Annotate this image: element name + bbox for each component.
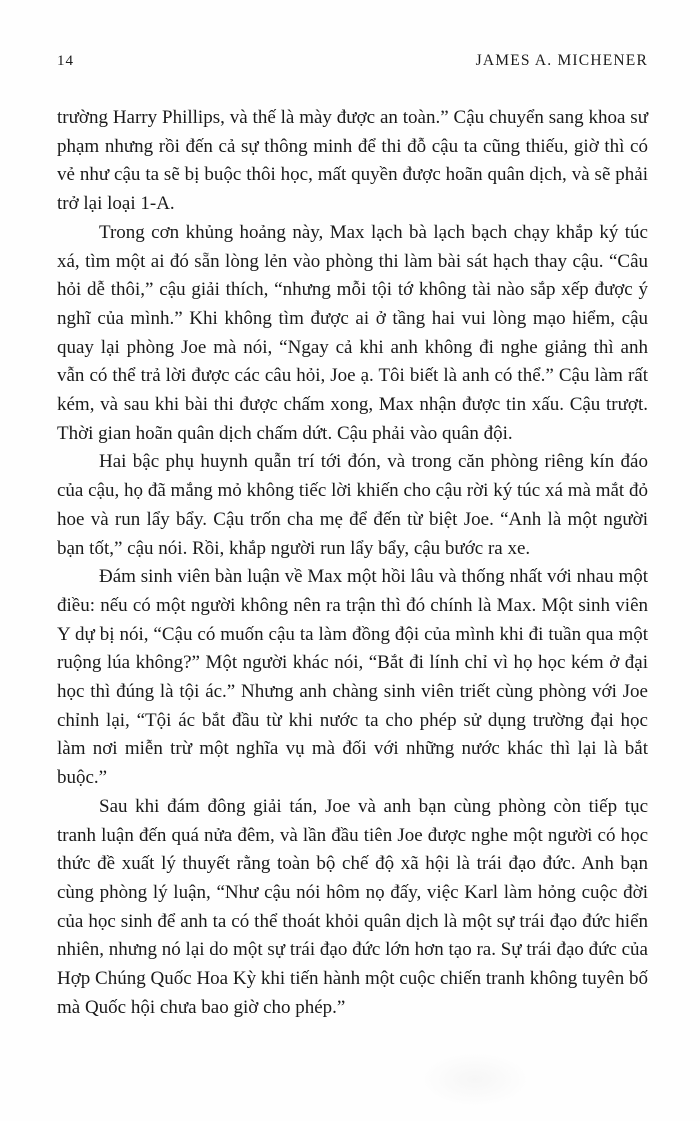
paragraph: Sau khi đám đông giải tán, Joe và anh bạn cùng phòng còn tiếp tục tranh luận đến quá nửa đêm, và lần đầu tiên Joe được nghe một người có học thức đề xuất lý thuyết rằng toàn bộ chế độ xã hội là trái đạo đức. Anh bạn cùng phòng lý luận, “Như cậu nói hôm nọ đấy, việc Karl làm hỏng cuộc đời của học sinh để anh ta có thể thoát khỏi quân dịch là một sự trái đạo đức hiển nhiên, nhưng nó lại do một sự trái đạo đức lớn hơn tạo ra. Sự trái đạo đức của Hợp Chúng Quốc Hoa Kỳ khi tiến hành một cuộc chiến tranh không tuyên bố mà Quốc hội chưa bao giờ cho phép.” xyxy=(57,795,648,1018)
running-header xyxy=(57,52,648,70)
paragraph: trường Harry Phillips, và thế là mày được an toàn.” Cậu chuyển sang khoa sư phạm nhưng rồi đến cả sự thông minh để thi đỗ cậu ta cũng thiếu, giờ thì có vẻ như cậu ta sẽ bị buộc thôi học, mất quyền được hoãn quân dịch, và sẽ phải trở lại loại 1-A. xyxy=(57,107,648,215)
paragraph: Đám sinh viên bàn luận về Max một hồi lâu và thống nhất với nhau một điều: nếu có một người không nên ra trận thì đó chính là Max. Một sinh viên Y dự bị nói, “Cậu có muốn cậu ta làm đồng đội của mình khi đi tuần qua một ruộng lúa không?” Một người khác nói, “Bắt đi lính chỉ vì họ học kém ở đại học thì đúng là tội ác.” Nhưng anh chàng sinh viên triết cùng phòng với Joe chỉnh lại, “Tội ác bắt đầu từ khi nước ta cho phép sử dụng trường đại học làm nơi miễn trừ một nghĩa vụ mà đối với những nước khác thì lại là bắt buộc.” xyxy=(57,566,648,789)
page-number: 14 xyxy=(57,53,74,69)
paragraph: Hai bậc phụ huynh quẫn trí tới đón, và trong căn phòng riêng kín đáo của cậu, họ đã mắng mỏ không tiếc lời khiến cho cậu rời ký túc xá mà mắt đỏ hoe và run lẩy bẩy. Cậu trốn cha mẹ để đến từ biệt Joe. “Anh là một người bạn tốt,” cậu nói. Rồi, khắp người run lẩy bẩy, cậu bước ra xe. xyxy=(57,451,648,559)
running-header-author: JAMES A. MICHENER xyxy=(475,52,648,69)
scan-smudge xyxy=(420,1052,530,1107)
page-body xyxy=(57,104,648,1023)
paragraph: Trong cơn khủng hoảng này, Max lạch bà lạch bạch chạy khắp ký túc xá, tìm một ai đó sẵn lòng lẻn vào phòng thi làm bài sát hạch thay cậu. “Câu hỏi dễ thôi,” cậu giải thích, “nhưng mỗi tội tớ không tài nào sắp xếp được ý nghĩ của mình.” Khi không tìm được ai ở tầng hai vui lòng mạo hiểm, cậu quay lại phòng Joe mà nói, “Ngay cả khi anh không đi nghe giảng thì anh vẫn có thể trả lời được các câu hỏi, Joe ạ. Tôi biết là anh có thể.” Cậu làm rất kém, và sau khi bài thi được chấm xong, Max nhận được tin xấu. Cậu trượt. Thời gian hoãn quân dịch chấm dứt. Cậu phải vào quân đội. xyxy=(57,221,648,444)
